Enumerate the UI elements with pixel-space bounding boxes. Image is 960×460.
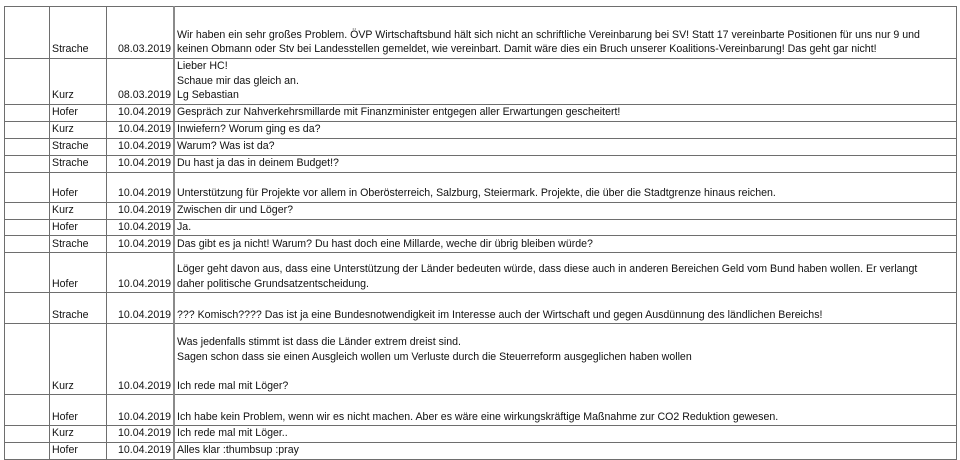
table-row <box>5 7 957 59</box>
sender-cell[interactable]: Strache <box>50 138 107 155</box>
row-index-cell[interactable] <box>5 7 50 59</box>
table-row <box>5 324 957 395</box>
row-index-cell[interactable] <box>5 253 50 293</box>
sender-cell[interactable]: Hofer <box>50 395 107 426</box>
table-row <box>5 395 957 426</box>
date-cell[interactable]: 08.03.2019 <box>107 59 175 105</box>
date-cell[interactable]: 10.04.2019 <box>107 253 175 293</box>
row-index-cell[interactable] <box>5 202 50 219</box>
sender-cell[interactable]: Hofer <box>50 219 107 236</box>
sender-cell[interactable]: Kurz <box>50 426 107 443</box>
row-index-cell[interactable] <box>5 324 50 395</box>
message-cell[interactable]: Unterstützung für Projekte vor allem in Oberösterreich, Salzburg, Steiermark. Projekte, die über die Stadtgrenze hinaus reichen. <box>174 172 957 202</box>
message-cell[interactable]: Du hast ja das in deinem Budget!? <box>174 155 957 172</box>
date-cell[interactable]: 10.04.2019 <box>107 121 175 138</box>
table-row <box>5 172 957 202</box>
date-cell[interactable]: 10.04.2019 <box>107 155 175 172</box>
sender-cell[interactable]: Strache <box>50 236 107 253</box>
message-cell[interactable]: Ja. <box>174 219 957 236</box>
row-index-cell[interactable] <box>5 104 50 121</box>
table-row <box>5 202 957 219</box>
table-row <box>5 121 957 138</box>
message-cell[interactable]: Löger geht davon aus, dass eine Unterstützung der Länder bedeuten würde, dass diese auch in anderen Bereichen Geld vom Bund haben wollen. Er verlangt daher politische Grundsatzentscheidung. <box>174 253 957 293</box>
message-cell[interactable]: Ich rede mal mit Löger.. <box>174 426 957 443</box>
table-row <box>5 104 957 121</box>
row-index-cell[interactable] <box>5 155 50 172</box>
row-index-cell[interactable] <box>5 219 50 236</box>
sender-cell[interactable]: Kurz <box>50 121 107 138</box>
row-index-cell[interactable] <box>5 121 50 138</box>
row-index-cell[interactable] <box>5 172 50 202</box>
chat-log-table <box>4 6 957 460</box>
sender-cell[interactable]: Hofer <box>50 442 107 459</box>
message-cell[interactable]: Gespräch zur Nahverkehrsmillarde mit Finanzminister entgegen aller Erwartungen gescheitert! <box>174 104 957 121</box>
table-row <box>5 426 957 443</box>
date-cell[interactable]: 10.04.2019 <box>107 293 175 324</box>
sender-cell[interactable]: Kurz <box>50 324 107 395</box>
sender-cell[interactable]: Strache <box>50 293 107 324</box>
date-cell[interactable]: 10.04.2019 <box>107 324 175 395</box>
table-row <box>5 155 957 172</box>
table-row <box>5 219 957 236</box>
date-cell[interactable]: 10.04.2019 <box>107 219 175 236</box>
sender-cell[interactable]: Hofer <box>50 253 107 293</box>
date-cell[interactable]: 10.04.2019 <box>107 138 175 155</box>
message-cell[interactable]: Warum? Was ist da? <box>174 138 957 155</box>
row-index-cell[interactable] <box>5 395 50 426</box>
row-index-cell[interactable] <box>5 293 50 324</box>
date-cell[interactable]: 10.04.2019 <box>107 236 175 253</box>
row-index-cell[interactable] <box>5 442 50 459</box>
table-row <box>5 59 957 105</box>
date-cell[interactable]: 10.04.2019 <box>107 202 175 219</box>
message-cell[interactable]: Ich habe kein Problem, wenn wir es nicht machen. Aber es wäre eine wirkungskräftige Maßnahme zur CO2 Reduktion gewesen. <box>174 395 957 426</box>
date-cell[interactable]: 10.04.2019 <box>107 104 175 121</box>
message-cell[interactable]: Inwiefern? Worum ging es da? <box>174 121 957 138</box>
table-row <box>5 293 957 324</box>
sender-cell[interactable]: Kurz <box>50 202 107 219</box>
sender-cell[interactable]: Kurz <box>50 59 107 105</box>
row-index-cell[interactable] <box>5 236 50 253</box>
message-cell[interactable]: Wir haben ein sehr großes Problem. ÖVP Wirtschaftsbund hält sich nicht an schriftliche Vereinbarung bei SV! Statt 17 vereinbarte Positionen für uns nur 9 und keinen Obmann oder Stv bei Landesstellen gemeldet, wie vereinbart. Damit wäre dies ein Bruch unserer Koalitions-Vereinbarung! Das geht gar nicht! <box>174 7 957 59</box>
date-cell[interactable]: 10.04.2019 <box>107 395 175 426</box>
row-index-cell[interactable] <box>5 426 50 443</box>
sender-cell[interactable]: Strache <box>50 7 107 59</box>
message-cell[interactable]: Das gibt es ja nicht! Warum? Du hast doch eine Millarde, weche dir übrig bleiben würde? <box>174 236 957 253</box>
message-cell[interactable]: Was jedenfalls stimmt ist dass die Länder extrem dreist sind. Sagen schon dass sie einen Ausgleich wollen um Verluste durch die Steuerreform ausgeglichen haben wollen Ich rede mal mit Löger? <box>174 324 957 395</box>
sender-cell[interactable]: Hofer <box>50 104 107 121</box>
sender-cell[interactable]: Hofer <box>50 172 107 202</box>
message-cell[interactable]: Lieber HC! Schaue mir das gleich an. Lg Sebastian <box>174 59 957 105</box>
date-cell[interactable]: 10.04.2019 <box>107 172 175 202</box>
row-index-cell[interactable] <box>5 138 50 155</box>
date-cell[interactable]: 10.04.2019 <box>107 426 175 443</box>
table-row <box>5 236 957 253</box>
message-cell[interactable]: Zwischen dir und Löger? <box>174 202 957 219</box>
row-index-cell[interactable] <box>5 59 50 105</box>
date-cell[interactable]: 08.03.2019 <box>107 7 175 59</box>
table-row <box>5 442 957 459</box>
table-row <box>5 253 957 293</box>
table-row <box>5 138 957 155</box>
message-cell[interactable]: ??? Komisch???? Das ist ja eine Bundesnotwendigkeit im Interesse auch der Wirtschaft und gegen Ausdünnung des ländlichen Bereichs! <box>174 293 957 324</box>
date-cell[interactable]: 10.04.2019 <box>107 442 175 459</box>
sender-cell[interactable]: Strache <box>50 155 107 172</box>
message-cell[interactable]: Alles klar :thumbsup :pray <box>174 442 957 459</box>
